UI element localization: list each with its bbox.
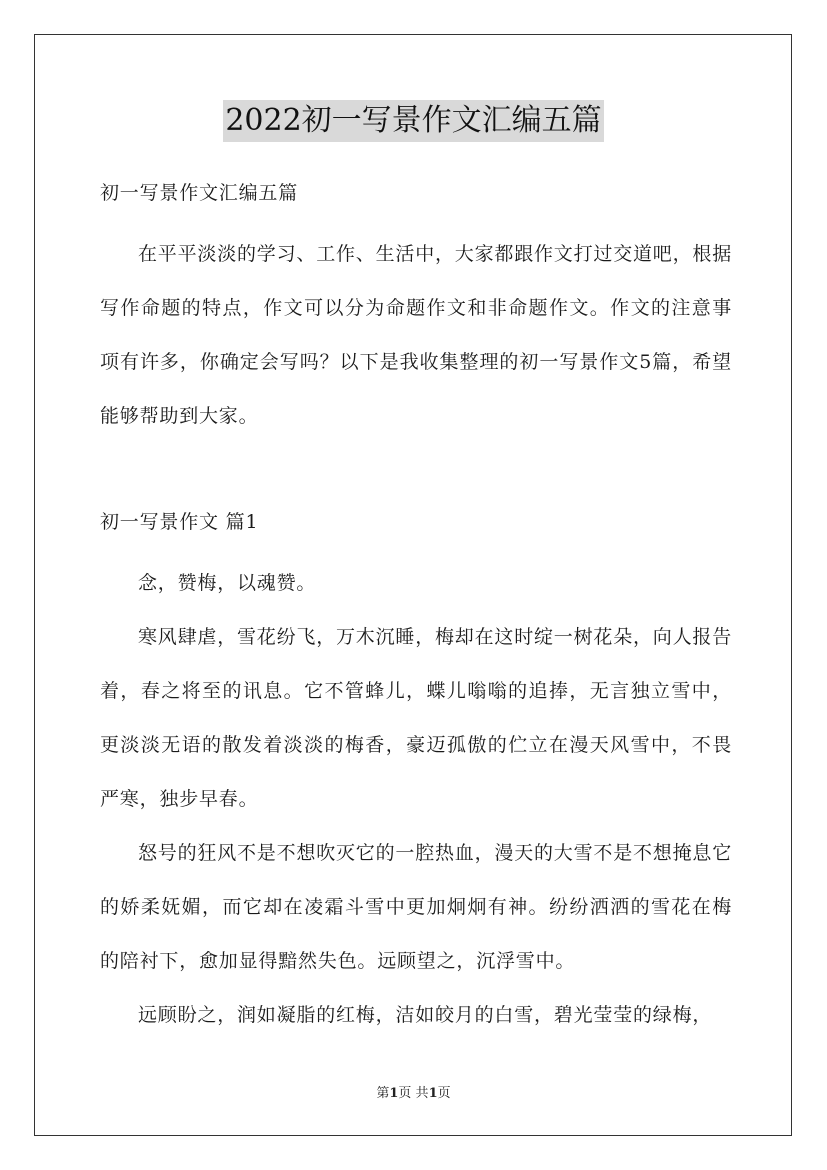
page-footer: [0, 1082, 827, 1101]
footer-prefix: 第: [376, 1086, 390, 1101]
footer-page-total: 1: [428, 1086, 438, 1101]
footer-page-current: 1: [389, 1086, 399, 1101]
body-paragraph: 远顾盼之，润如凝脂的红梅，洁如皎月的白雪，碧光莹莹的绿梅，: [138, 1004, 713, 1026]
document-subtitle: 初一写景作文汇编五篇: [100, 182, 299, 204]
intro-paragraph: 在平平淡淡的学习、工作、生活中，大家都跟作文打过交道吧，根据写作命题的特点，作文可以分为命题作文和非命题作文。作文的注意事项有许多，你确定会写吗？以下是我收集整理的初一写景作文5篇，希望能够帮助到大家。: [100, 243, 733, 427]
body-paragraph: 念，赞梅，以魂赞。: [138, 572, 317, 594]
body-paragraph: 寒风肆虐，雪花纷飞，万木沉睡，梅却在这时绽一树花朵，向人报告着，春之将至的讯息。它不管蜂儿，蝶儿嗡嗡的追捧，无言独立雪中，更淡淡无语的散发着淡淡的梅香，豪迈孤傲的伫立在漫天风雪中，不畏严寒，独步早春。: [100, 626, 733, 810]
footer-suffix: 页: [437, 1086, 451, 1101]
document-title: 2022初一写景作文汇编五篇: [223, 100, 603, 142]
footer-mid: 页 共: [398, 1086, 429, 1101]
document-body: [100, 174, 732, 1042]
section-heading: 初一写景作文 篇1: [100, 511, 259, 533]
body-paragraph: 怒号的狂风不是不想吹灭它的一腔热血，漫天的大雪不是不想掩息它的娇柔妩媚，而它却在凌霜斗雪中更加炯炯有神。纷纷洒洒的雪花在梅的陪衬下，愈加显得黯然失色。远顾望之，沉浮雪中。: [100, 842, 733, 972]
title-wrap: [0, 100, 827, 142]
